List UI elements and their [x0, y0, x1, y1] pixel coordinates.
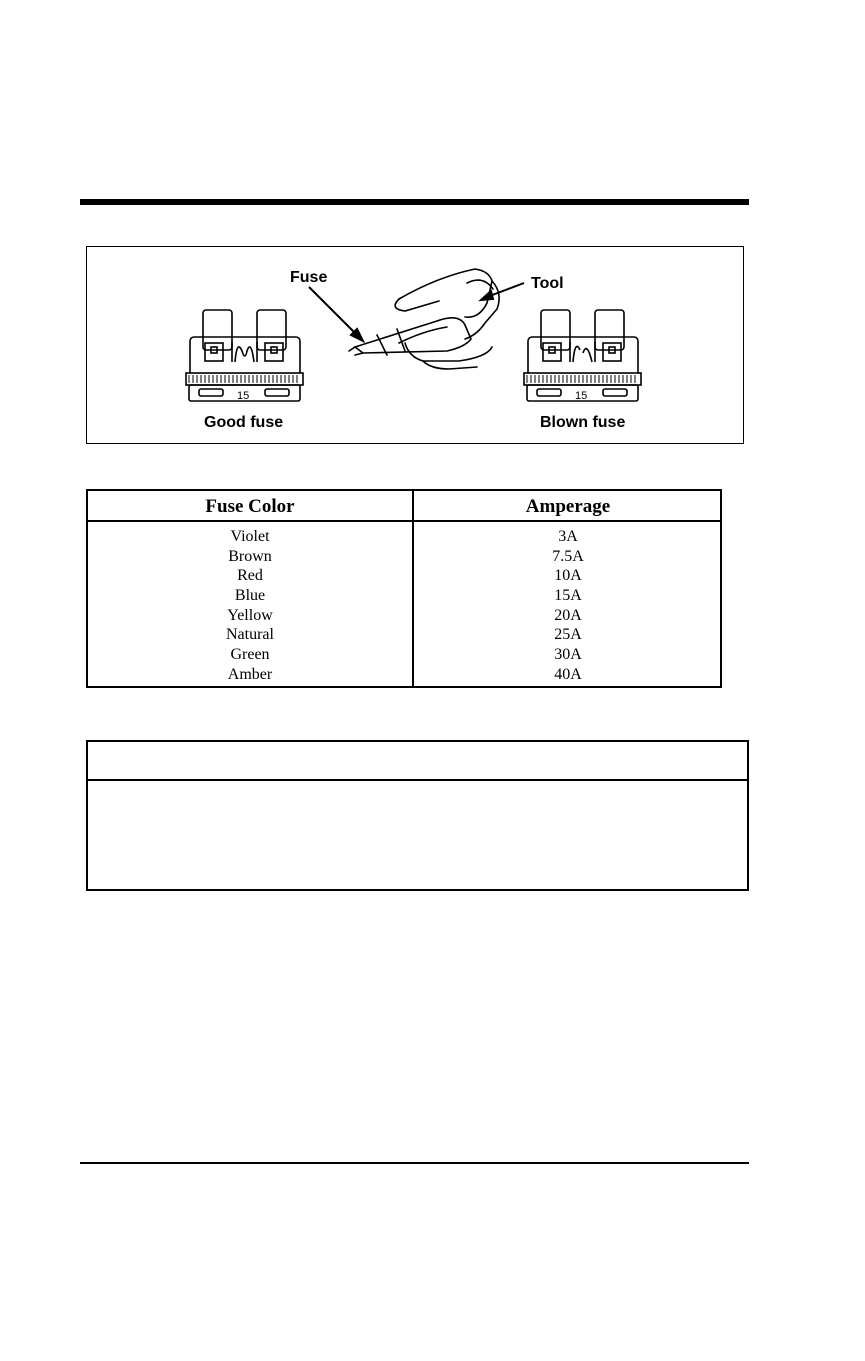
- header-rule: [80, 199, 749, 205]
- fuse-color-cell: Yellow: [227, 606, 273, 624]
- good-fuse-caption: Good fuse: [204, 414, 284, 431]
- blown-fuse-rating: 15: [575, 390, 588, 402]
- table-row: [88, 665, 720, 685]
- table-row: [88, 547, 720, 567]
- callout-arrows: [309, 283, 524, 341]
- callout-fuse-label: Fuse: [290, 269, 328, 286]
- amperage-cell: 20A: [554, 606, 582, 624]
- table-body: [88, 527, 720, 685]
- amperage-cell: 3A: [558, 528, 578, 545]
- footer-rule: [80, 1162, 749, 1164]
- header-amperage: Amperage: [525, 496, 611, 517]
- amperage-cell: 25A: [554, 626, 582, 644]
- fuse-color-cell: Violet: [230, 528, 270, 545]
- table-row: [88, 566, 720, 586]
- header-divider: [88, 520, 720, 522]
- good-fuse-icon: [186, 310, 303, 401]
- good-fuse-rating: 15: [237, 390, 250, 402]
- table-row: [88, 625, 720, 645]
- fuse-color-cell: Brown: [228, 547, 272, 565]
- blown-fuse-icon: [524, 310, 641, 401]
- fuse-color-cell: Natural: [226, 626, 274, 644]
- fuse-color-cell: Blue: [234, 587, 266, 605]
- fuse-illustration: [86, 246, 744, 444]
- fuse-color-cell: Red: [237, 567, 263, 585]
- amperage-cell: 10A: [554, 567, 582, 585]
- amperage-cell: 7.5A: [552, 547, 584, 565]
- callout-tool-label: Tool: [531, 275, 564, 292]
- header-fuse-color: Fuse Color: [205, 496, 295, 517]
- note-box: [86, 740, 749, 891]
- note-divider: [88, 779, 747, 781]
- fuse-color-amperage-table: [86, 489, 722, 688]
- amperage-cell: 30A: [554, 646, 582, 664]
- blown-fuse-caption: Blown fuse: [540, 414, 626, 431]
- fuse-puller-tool-icon: [349, 269, 499, 369]
- table-row: [88, 606, 720, 626]
- table-row: [88, 586, 720, 606]
- table-row: [88, 645, 720, 665]
- fuse-color-cell: Amber: [227, 665, 273, 683]
- table-row: [88, 527, 720, 547]
- amperage-cell: 15A: [554, 587, 582, 605]
- fuse-color-cell: Green: [230, 646, 270, 664]
- amperage-cell: 40A: [554, 665, 582, 683]
- fuse-drawing: [87, 247, 745, 445]
